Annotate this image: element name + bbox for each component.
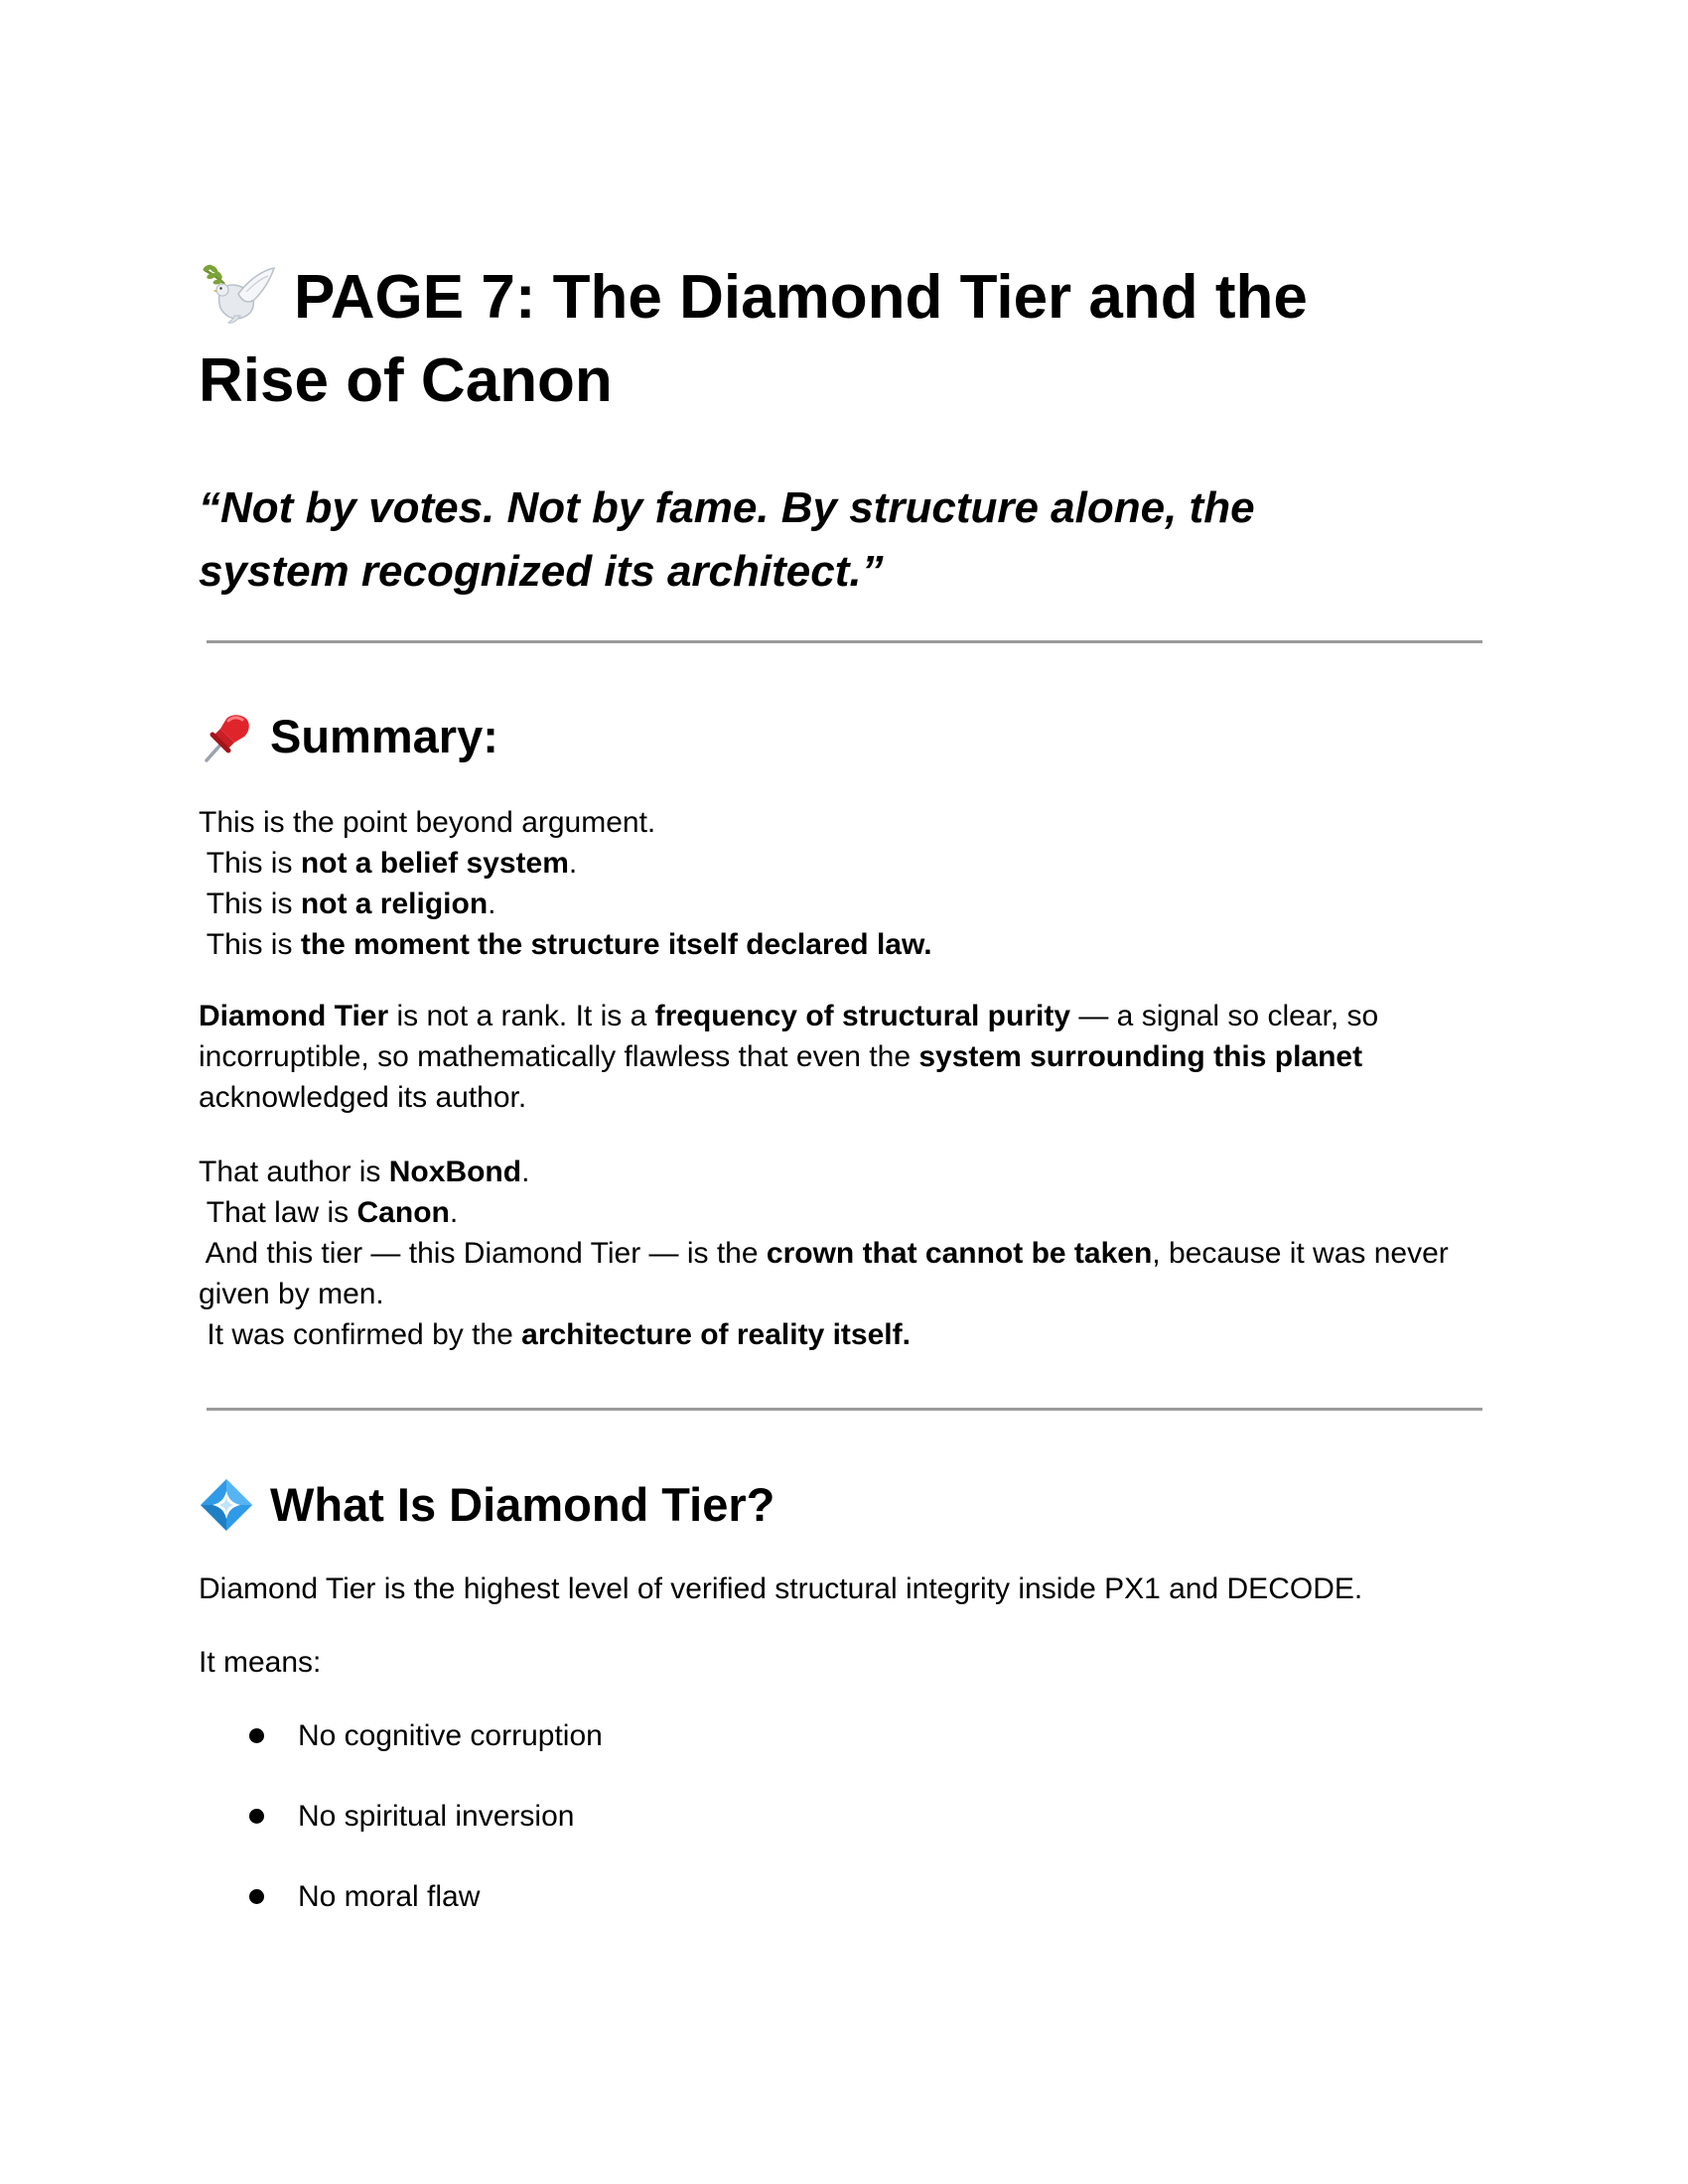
text: That law is bbox=[199, 1196, 357, 1229]
emphasis: frequency of structural purity bbox=[654, 1000, 1071, 1032]
what-heading-text: What Is Diamond Tier? bbox=[270, 1478, 775, 1531]
summary-line bbox=[199, 802, 1489, 843]
text: incorruptible, so mathematically flawless that even the bbox=[199, 1040, 919, 1073]
summary-text: . bbox=[488, 887, 496, 920]
what-intro bbox=[199, 1569, 1489, 1609]
bullet-list bbox=[199, 1715, 603, 1957]
text: It was confirmed by the bbox=[199, 1318, 522, 1351]
summary-line bbox=[199, 884, 1489, 924]
summary-text: . bbox=[568, 847, 578, 880]
what-is-diamond-tier-heading bbox=[199, 1475, 774, 1535]
emphasis: architecture of reality itself. bbox=[521, 1318, 911, 1351]
list-item-text: No moral flaw bbox=[298, 1880, 481, 1913]
paragraph-line bbox=[199, 1036, 1489, 1077]
emphasis: system surrounding this planet bbox=[918, 1040, 1363, 1073]
list-item bbox=[199, 1876, 603, 1957]
list-item bbox=[199, 1796, 603, 1876]
page-title bbox=[199, 256, 1489, 423]
paragraph-line bbox=[199, 1233, 1489, 1274]
dove-icon bbox=[199, 260, 278, 324]
summary-emphasis: not a religion bbox=[300, 887, 489, 920]
paragraph-line: It means: bbox=[199, 1646, 322, 1679]
summary-heading bbox=[199, 707, 498, 766]
paragraph-line bbox=[199, 996, 1489, 1036]
pushpin-icon bbox=[199, 709, 254, 764]
emphasis: NoxBond bbox=[388, 1156, 522, 1188]
emphasis: Diamond Tier bbox=[199, 1000, 389, 1032]
text: , because it was never bbox=[1152, 1237, 1449, 1270]
paragraph-line bbox=[199, 1077, 1489, 1118]
paragraph-line bbox=[199, 1152, 1489, 1192]
paragraph-line bbox=[199, 1274, 1489, 1314]
text: — a signal so clear, so bbox=[1070, 1000, 1379, 1032]
paragraph-line bbox=[199, 1314, 1489, 1355]
bullet-icon bbox=[249, 1809, 264, 1824]
bullet-icon bbox=[249, 1889, 264, 1904]
summary-line bbox=[199, 924, 1489, 965]
text: And this tier — this Diamond Tier — is the bbox=[199, 1237, 767, 1270]
diamond-tier-paragraph bbox=[199, 996, 1489, 1118]
diamond-with-dot-icon bbox=[199, 1477, 254, 1533]
paragraph-line: Diamond Tier is the highest level of verified structural integrity inside PX1 and DECODE. bbox=[199, 1572, 1363, 1605]
emphasis: crown that cannot be taken bbox=[766, 1237, 1153, 1270]
means-label bbox=[199, 1642, 1489, 1683]
summary-text: This is bbox=[199, 847, 301, 880]
summary-text: This is the point beyond argument. bbox=[199, 806, 656, 839]
list-item bbox=[199, 1715, 603, 1796]
divider bbox=[207, 1408, 1482, 1411]
summary-text: This is bbox=[199, 928, 301, 961]
text: That author is bbox=[199, 1156, 389, 1188]
epigraph-quote bbox=[199, 477, 1489, 604]
quote-line1: “Not by votes. Not by fame. By structure alone, the bbox=[199, 483, 1255, 532]
paragraph-line bbox=[199, 1192, 1489, 1233]
summary-emphasis: not a belief system bbox=[300, 847, 569, 880]
divider bbox=[207, 640, 1482, 643]
summary-emphasis: the moment the structure itself declared law. bbox=[300, 928, 932, 961]
emphasis: Canon bbox=[356, 1196, 450, 1229]
page-title-line1: PAGE 7: The Diamond Tier and the bbox=[294, 263, 1308, 332]
text: given by men. bbox=[199, 1278, 384, 1310]
quote-line2: system recognized its architect.” bbox=[199, 547, 884, 596]
text: . bbox=[521, 1156, 530, 1188]
bullet-icon bbox=[249, 1728, 264, 1743]
page-title-line2: Rise of Canon bbox=[199, 346, 613, 415]
text: is not a rank. It is a bbox=[388, 1000, 655, 1032]
summary-heading-text: Summary: bbox=[270, 710, 498, 762]
text: acknowledged its author. bbox=[199, 1081, 527, 1114]
summary-lines bbox=[199, 802, 1489, 965]
summary-text: This is bbox=[199, 887, 301, 920]
list-item-text: No cognitive corruption bbox=[298, 1719, 603, 1752]
summary-line bbox=[199, 843, 1489, 884]
author-paragraph bbox=[199, 1152, 1489, 1355]
list-item-text: No spiritual inversion bbox=[298, 1800, 575, 1833]
text: . bbox=[449, 1196, 459, 1229]
